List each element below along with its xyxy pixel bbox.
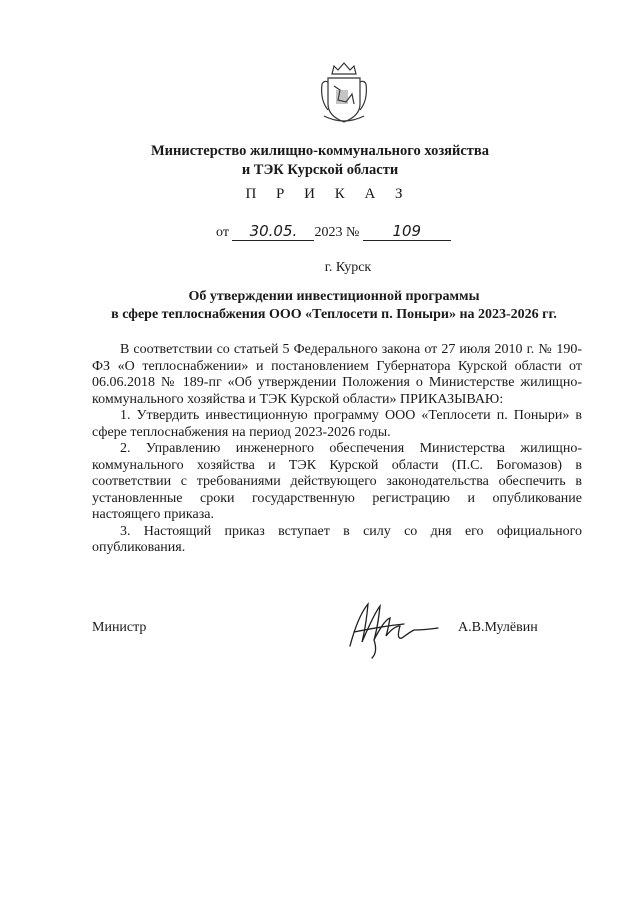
- date-prefix: от: [216, 225, 229, 240]
- handwritten-number: 109: [363, 222, 451, 241]
- ministry-line-2: и ТЭК Курской области: [241, 162, 399, 178]
- number-sign: №: [345, 225, 360, 240]
- handwritten-date: 30.05.: [232, 222, 314, 241]
- document-type-heading: П Р И К А З: [245, 186, 411, 202]
- date-number-line: [216, 222, 451, 241]
- signatory-title: Министр: [92, 620, 147, 635]
- city: г. Курск: [324, 260, 372, 275]
- item-1-paragraph: 1. Утвердить инвестиционную программу ООО «Теплосети п. Поныри» в сфере теплоснабжения на период 2023-2026 годы.: [92, 408, 582, 440]
- order-body: [92, 342, 582, 557]
- item-3-paragraph: 3. Настоящий приказ вступает в силу со дня его официального опубликования.: [92, 523, 582, 555]
- order-subject: [14, 288, 640, 324]
- date-year: 2023: [314, 225, 343, 240]
- ministry-line-1: Министерство жилищно-коммунального хозяйства: [151, 143, 489, 159]
- subject-line-2: в сфере теплоснабжения ООО «Теплосети п. Поныри» на 2023-2026 гг.: [111, 307, 557, 322]
- subject-line-1: Об утверждении инвестиционной программы: [188, 289, 480, 304]
- signatory-name: А.В.Мулёвин: [458, 620, 538, 635]
- item-2-paragraph: 2. Управлению инженерного обеспечения Министерства жилищно-коммунального хозяйства и ТЭК Курской области (П.С. Богомазов) в соответствии с требованиями действующего законодательства обеспечить в установленные сроки государственную регистрацию и опубликование настоящего приказа.: [92, 441, 582, 522]
- ministry-name: [0, 142, 640, 180]
- coat-of-arms-emblem: [318, 60, 370, 126]
- preamble-paragraph: В соответствии со статьей 5 Федерального закона от 27 июля 2010 г. № 190-ФЗ «О теплоснабжении» и постановлением Губернатора Курской области от 06.06.2018 № 189-пг «Об утверждении Положения о Министерстве жилищно-коммунального хозяйства и ТЭК Курской области» ПРИКАЗЫВАЮ:: [92, 342, 582, 407]
- handwritten-signature: [344, 596, 444, 660]
